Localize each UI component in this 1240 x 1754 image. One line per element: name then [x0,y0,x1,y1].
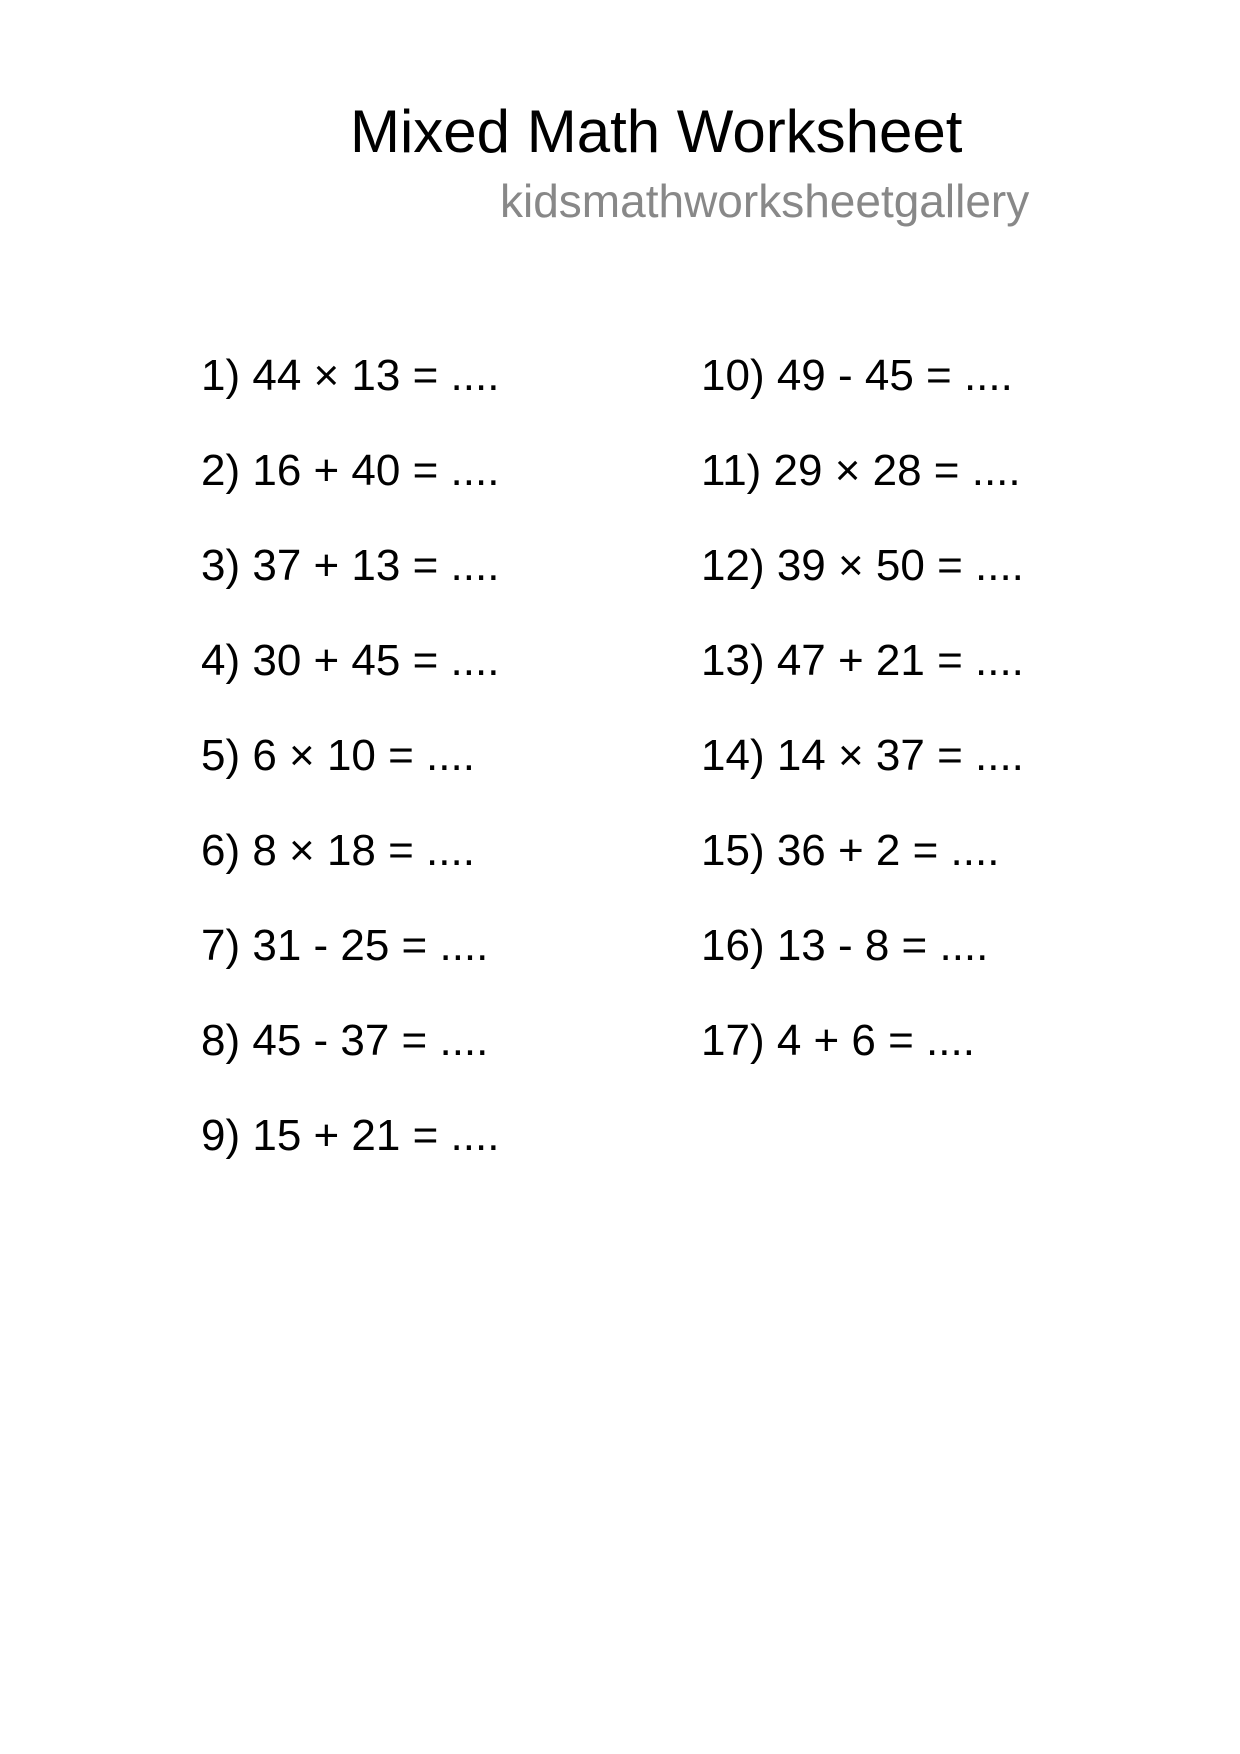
problem-3: 3) 37 + 13 = .... [201,541,500,590]
problems-right-column [701,352,1024,1112]
problem-16: 16) 13 - 8 = .... [701,921,989,970]
problem-12: 12) 39 × 50 = .... [701,541,1024,590]
problem-1: 1) 44 × 13 = .... [201,351,500,400]
problem-11: 11) 29 × 28 = .... [701,446,1021,495]
worksheet-title: Mixed Math Worksheet [350,98,963,165]
problem-17: 17) 4 + 6 = .... [701,1016,975,1065]
problem-15: 15) 36 + 2 = .... [701,826,1000,875]
problem-14: 14) 14 × 37 = .... [701,731,1024,780]
problem-7: 7) 31 - 25 = .... [201,921,489,970]
worksheet-source: kidsmathworksheetgallery [500,175,1030,227]
problem-4: 4) 30 + 45 = .... [201,636,500,685]
problems-left-column [201,352,499,1207]
problem-5: 5) 6 × 10 = .... [201,731,475,780]
problem-10: 10) 49 - 45 = .... [701,351,1013,400]
problem-6: 6) 8 × 18 = .... [201,826,475,875]
problem-9: 9) 15 + 21 = .... [201,1111,500,1160]
problem-2: 2) 16 + 40 = .... [201,446,500,495]
problem-8: 8) 45 - 37 = .... [201,1016,489,1065]
problem-13: 13) 47 + 21 = .... [701,636,1024,685]
